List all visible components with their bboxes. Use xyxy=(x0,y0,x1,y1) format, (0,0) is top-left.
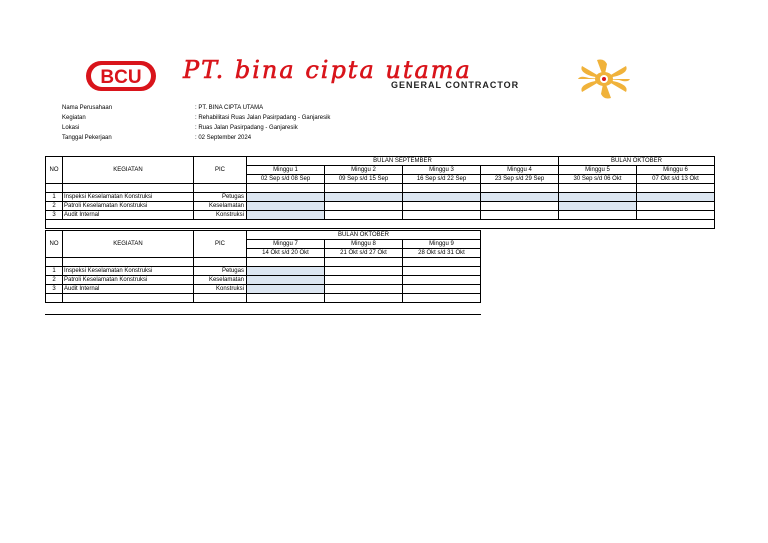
table-row xyxy=(46,285,481,294)
info-value: : Rehabilitasi Ruas Jalan Pasirpadang - Ganjaresik xyxy=(195,115,331,121)
schedule-cell[interactable] xyxy=(637,193,715,202)
schedule-cell[interactable] xyxy=(637,202,715,211)
header-no: NO xyxy=(46,157,63,184)
schedule-cell[interactable] xyxy=(325,202,403,211)
info-value: : 02 September 2024 xyxy=(195,135,252,141)
schedule-cell[interactable] xyxy=(325,267,403,276)
week-header: Minggu 4 xyxy=(481,166,559,175)
schedule-cell[interactable] xyxy=(637,211,715,220)
row-no: 1 xyxy=(46,193,63,202)
table-row xyxy=(46,211,715,220)
info-value: : Ruas Jalan Pasirpadang - Ganjaresik xyxy=(195,125,298,131)
row-no: 1 xyxy=(46,267,63,276)
schedule-cell[interactable] xyxy=(481,202,559,211)
week-range: 02 Sep s/d 08 Sep xyxy=(247,175,325,184)
row-no: 2 xyxy=(46,276,63,285)
schedule-cell[interactable] xyxy=(247,211,325,220)
week-range: 09 Sep s/d 15 Sep xyxy=(325,175,403,184)
logo-text: BCU xyxy=(100,67,142,88)
info-value: : PT. BINA CIPTA UTAMA xyxy=(195,105,264,111)
row-no: 3 xyxy=(46,285,63,294)
row-kegiatan: Audit Internal xyxy=(63,285,194,294)
week-header: Minggu 2 xyxy=(325,166,403,175)
info-row xyxy=(62,133,330,143)
spacer-row xyxy=(46,184,715,193)
table-row xyxy=(46,276,481,285)
schedule-cell[interactable] xyxy=(325,211,403,220)
schedule-cell[interactable] xyxy=(403,285,481,294)
schedule-table-1 xyxy=(45,156,715,229)
project-info xyxy=(62,103,330,143)
schedule-cell[interactable] xyxy=(559,193,637,202)
spacer-row xyxy=(46,220,715,229)
week-header: Minggu 5 xyxy=(559,166,637,175)
schedule-cell[interactable] xyxy=(247,285,325,294)
table-row xyxy=(46,202,715,211)
header-kegiatan: KEGIATAN xyxy=(63,231,194,258)
row-no: 3 xyxy=(46,211,63,220)
company-name: PT. bina cipta utama xyxy=(183,56,472,84)
schedule-table-2 xyxy=(45,230,481,303)
schedule-cell[interactable] xyxy=(481,193,559,202)
header-kegiatan: KEGIATAN xyxy=(63,157,194,184)
week-range: 30 Sep s/d 06 Okt xyxy=(559,175,637,184)
week-header: Minggu 8 xyxy=(325,240,403,249)
schedule-cell[interactable] xyxy=(403,267,481,276)
week-header: Minggu 7 xyxy=(247,240,325,249)
week-range: 16 Sep s/d 22 Sep xyxy=(403,175,481,184)
week-range: 21 Okt s/d 27 Okt xyxy=(325,249,403,258)
company-subtitle: GENERAL CONTRACTOR xyxy=(391,80,520,90)
row-pic: Petugas xyxy=(194,267,247,276)
row-pic: Keselamatan xyxy=(194,276,247,285)
table-row xyxy=(46,193,715,202)
row-kegiatan: Patroli Keselamatan Konstruksi xyxy=(63,202,194,211)
week-range: 14 Okt s/d 20 Okt xyxy=(247,249,325,258)
spacer-row xyxy=(46,294,481,303)
bottom-border xyxy=(45,314,481,315)
week-range: 28 Okt s/d 31 Okt xyxy=(403,249,481,258)
schedule-cell[interactable] xyxy=(403,202,481,211)
week-header: Minggu 1 xyxy=(247,166,325,175)
row-kegiatan: Patroli Keselamatan Konstruksi xyxy=(63,276,194,285)
week-header: Minggu 6 xyxy=(637,166,715,175)
schedule-cell[interactable] xyxy=(325,193,403,202)
schedule-cell[interactable] xyxy=(325,285,403,294)
bcu-logo-icon xyxy=(85,60,157,92)
schedule-cell[interactable] xyxy=(247,276,325,285)
header-no: NO xyxy=(46,231,63,258)
letterhead xyxy=(0,0,768,100)
row-pic: Konstruksi xyxy=(194,285,247,294)
info-row xyxy=(62,123,330,133)
info-row xyxy=(62,103,330,113)
week-range: 07 Okt s/d 13 Okt xyxy=(637,175,715,184)
flower-emblem-icon xyxy=(577,58,631,100)
schedule-cell[interactable] xyxy=(403,193,481,202)
week-header: Minggu 3 xyxy=(403,166,481,175)
month-header-september: BULAN SEPTEMBER xyxy=(247,157,559,166)
schedule-cell[interactable] xyxy=(559,202,637,211)
schedule-cell[interactable] xyxy=(247,202,325,211)
week-header: Minggu 9 xyxy=(403,240,481,249)
schedule-cell[interactable] xyxy=(325,276,403,285)
row-pic: Keselamatan xyxy=(194,202,247,211)
row-pic: Konstruksi xyxy=(194,211,247,220)
month-header-oktober: BULAN OKTOBER xyxy=(247,231,481,240)
info-label: Lokasi xyxy=(62,125,80,131)
row-kegiatan: Audit Internal xyxy=(63,211,194,220)
schedule-cell[interactable] xyxy=(403,276,481,285)
schedule-cell[interactable] xyxy=(559,211,637,220)
info-label: Tanggal Pekerjaan xyxy=(62,135,112,141)
row-pic: Petugas xyxy=(194,193,247,202)
month-header-oktober: BULAN OKTOBER xyxy=(559,157,715,166)
spacer-row xyxy=(46,258,481,267)
week-range: 23 Sep s/d 29 Sep xyxy=(481,175,559,184)
row-kegiatan: Inspeksi Keselamatan Konstruksi xyxy=(63,267,194,276)
row-no: 2 xyxy=(46,202,63,211)
info-label: Kegiatan xyxy=(62,115,86,121)
info-row xyxy=(62,113,330,123)
schedule-cell[interactable] xyxy=(247,193,325,202)
header-pic: PIC xyxy=(194,157,247,184)
header-pic: PIC xyxy=(194,231,247,258)
schedule-cell[interactable] xyxy=(247,267,325,276)
row-kegiatan: Inspeksi Keselamatan Konstruksi xyxy=(63,193,194,202)
schedule-cell[interactable] xyxy=(481,211,559,220)
schedule-cell[interactable] xyxy=(403,211,481,220)
info-label: Nama Perusahaan xyxy=(62,105,113,111)
table-row xyxy=(46,267,481,276)
